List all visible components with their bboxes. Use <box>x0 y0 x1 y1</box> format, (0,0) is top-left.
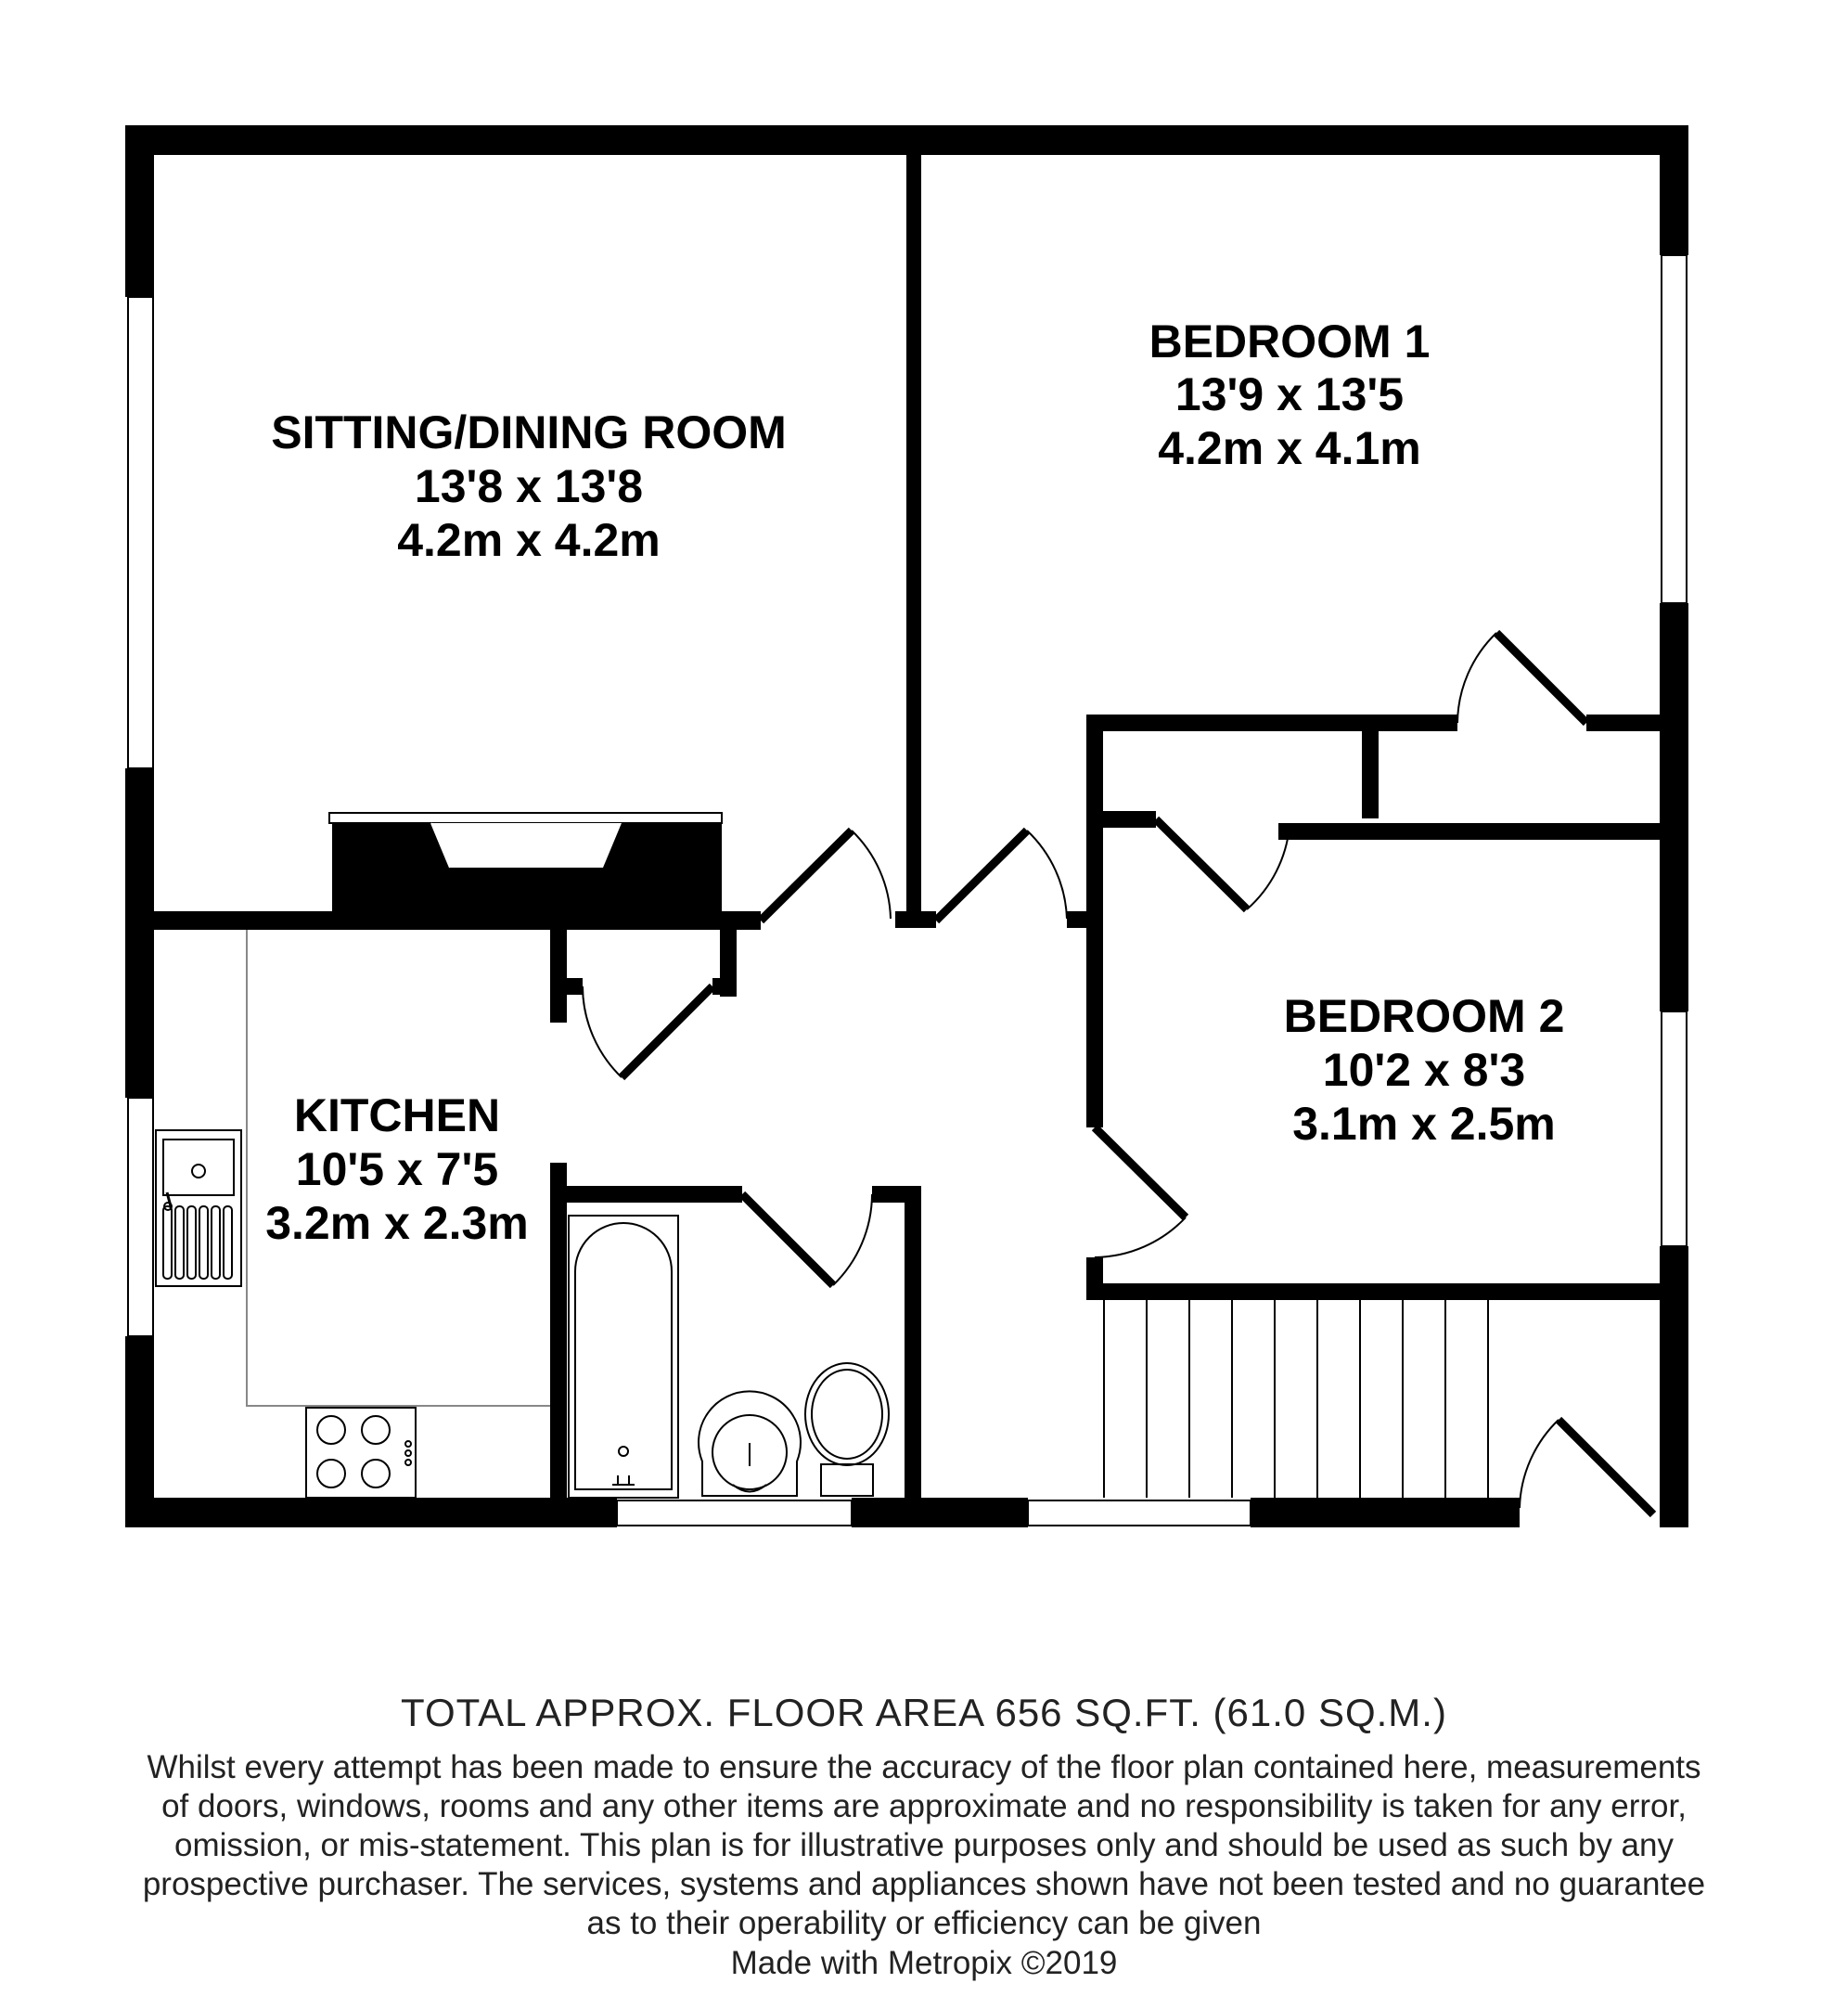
window-left-upper <box>128 297 153 768</box>
wall-bed1-bottom-left <box>1086 715 1457 731</box>
wall-bottom-a <box>125 1498 617 1527</box>
label-sitting-dining <box>271 406 787 566</box>
wall-right-mid <box>1660 603 1688 1011</box>
door-wardrobe-bed2 <box>1156 819 1290 909</box>
wall-right-upper <box>1660 125 1688 255</box>
wall-wardrobe-divider <box>1362 715 1379 818</box>
wall-sitting-kitchen <box>154 911 332 930</box>
hob-icon <box>306 1408 416 1498</box>
room-metric: 4.2m x 4.1m <box>1158 422 1421 474</box>
wall-chimney-right <box>722 911 761 930</box>
internal-walls <box>154 125 1688 1527</box>
bath-icon <box>569 1216 678 1498</box>
wall-bed2-left-stub <box>1067 911 1103 928</box>
door-bedroom2 <box>1095 1127 1186 1257</box>
disclaimer-text: Whilst every attempt has been made to ensure the accuracy of the floor plan contained here, measurements of doors, windows, rooms and any other items are approximate and no responsibility is taken for any error, omission, or mis-statement. This plan is for illustrative purposes only and should be used as such by any prospective purchaser. The services, systems and appliances shown have not been tested and no guarantee as to their operability or efficiency can be given <box>142 1749 1706 1941</box>
room-name: BEDROOM 2 <box>1283 990 1565 1042</box>
wall-bottom-b <box>852 1498 1028 1527</box>
wall-center-stub <box>895 911 936 928</box>
room-name: KITCHEN <box>293 1089 501 1141</box>
door-bathroom <box>742 1194 872 1285</box>
wall-bed2-bottom <box>1086 1283 1688 1300</box>
window-bottom-hall <box>1028 1500 1251 1526</box>
mantel-shelf <box>329 813 722 823</box>
stairs <box>1104 1300 1488 1498</box>
room-imperial: 10'2 x 8'3 <box>1322 1044 1526 1096</box>
window-bottom-bath <box>617 1500 852 1526</box>
wall-bed2-top-left <box>1086 811 1156 828</box>
label-bedroom1 <box>1149 315 1431 474</box>
wall-cupboard-left <box>550 930 567 1023</box>
total-floor-area: TOTAL APPROX. FLOOR AREA 656 SQ.FT. (61.0 SQ.M.) <box>401 1691 1447 1734</box>
wall-cupboard-right-stub <box>712 978 737 995</box>
toilet-icon <box>805 1363 889 1496</box>
wall-bottom-c <box>1251 1498 1520 1527</box>
door-bedroom1 <box>936 831 1067 921</box>
hearth-opening <box>431 823 622 868</box>
door-wardrobe-bed1 <box>1457 633 1586 723</box>
basin-icon <box>699 1391 801 1496</box>
window-right-upper <box>1662 255 1687 603</box>
room-name: SITTING/DINING ROOM <box>271 406 787 458</box>
label-bedroom2 <box>1284 990 1565 1150</box>
label-kitchen <box>265 1089 529 1249</box>
wall-bath-top <box>550 1186 742 1203</box>
wall-kitchen-bath <box>550 1163 567 1527</box>
room-metric: 4.2m x 4.2m <box>397 514 661 566</box>
room-metric: 3.1m x 2.5m <box>1292 1098 1556 1150</box>
door-front <box>1520 1420 1653 1514</box>
credit-text: Made with Metropix ©2019 <box>730 1945 1118 1981</box>
room-metric: 3.2m x 2.3m <box>265 1197 529 1249</box>
wall-center-vertical <box>906 125 921 925</box>
wall-bed2-top-right <box>1278 823 1688 840</box>
window-left-lower <box>128 1098 153 1336</box>
room-imperial: 13'8 x 13'8 <box>414 460 644 512</box>
door-sitting-room <box>761 831 891 921</box>
room-imperial: 10'5 x 7'5 <box>295 1143 499 1195</box>
wall-left-mid <box>125 768 154 1098</box>
wall-bath-right <box>905 1186 921 1527</box>
wall-left-upper <box>125 125 154 297</box>
window-right-lower <box>1662 1011 1687 1246</box>
wall-bed1-bottom-right <box>1586 715 1688 731</box>
door-cupboard <box>583 986 712 1077</box>
room-imperial: 13'9 x 13'5 <box>1174 368 1405 420</box>
bathroom-fixtures <box>569 1216 889 1498</box>
sink-icon <box>156 1130 241 1286</box>
wall-cupboard-left-stub <box>550 978 583 995</box>
room-name: BEDROOM 1 <box>1149 315 1431 367</box>
